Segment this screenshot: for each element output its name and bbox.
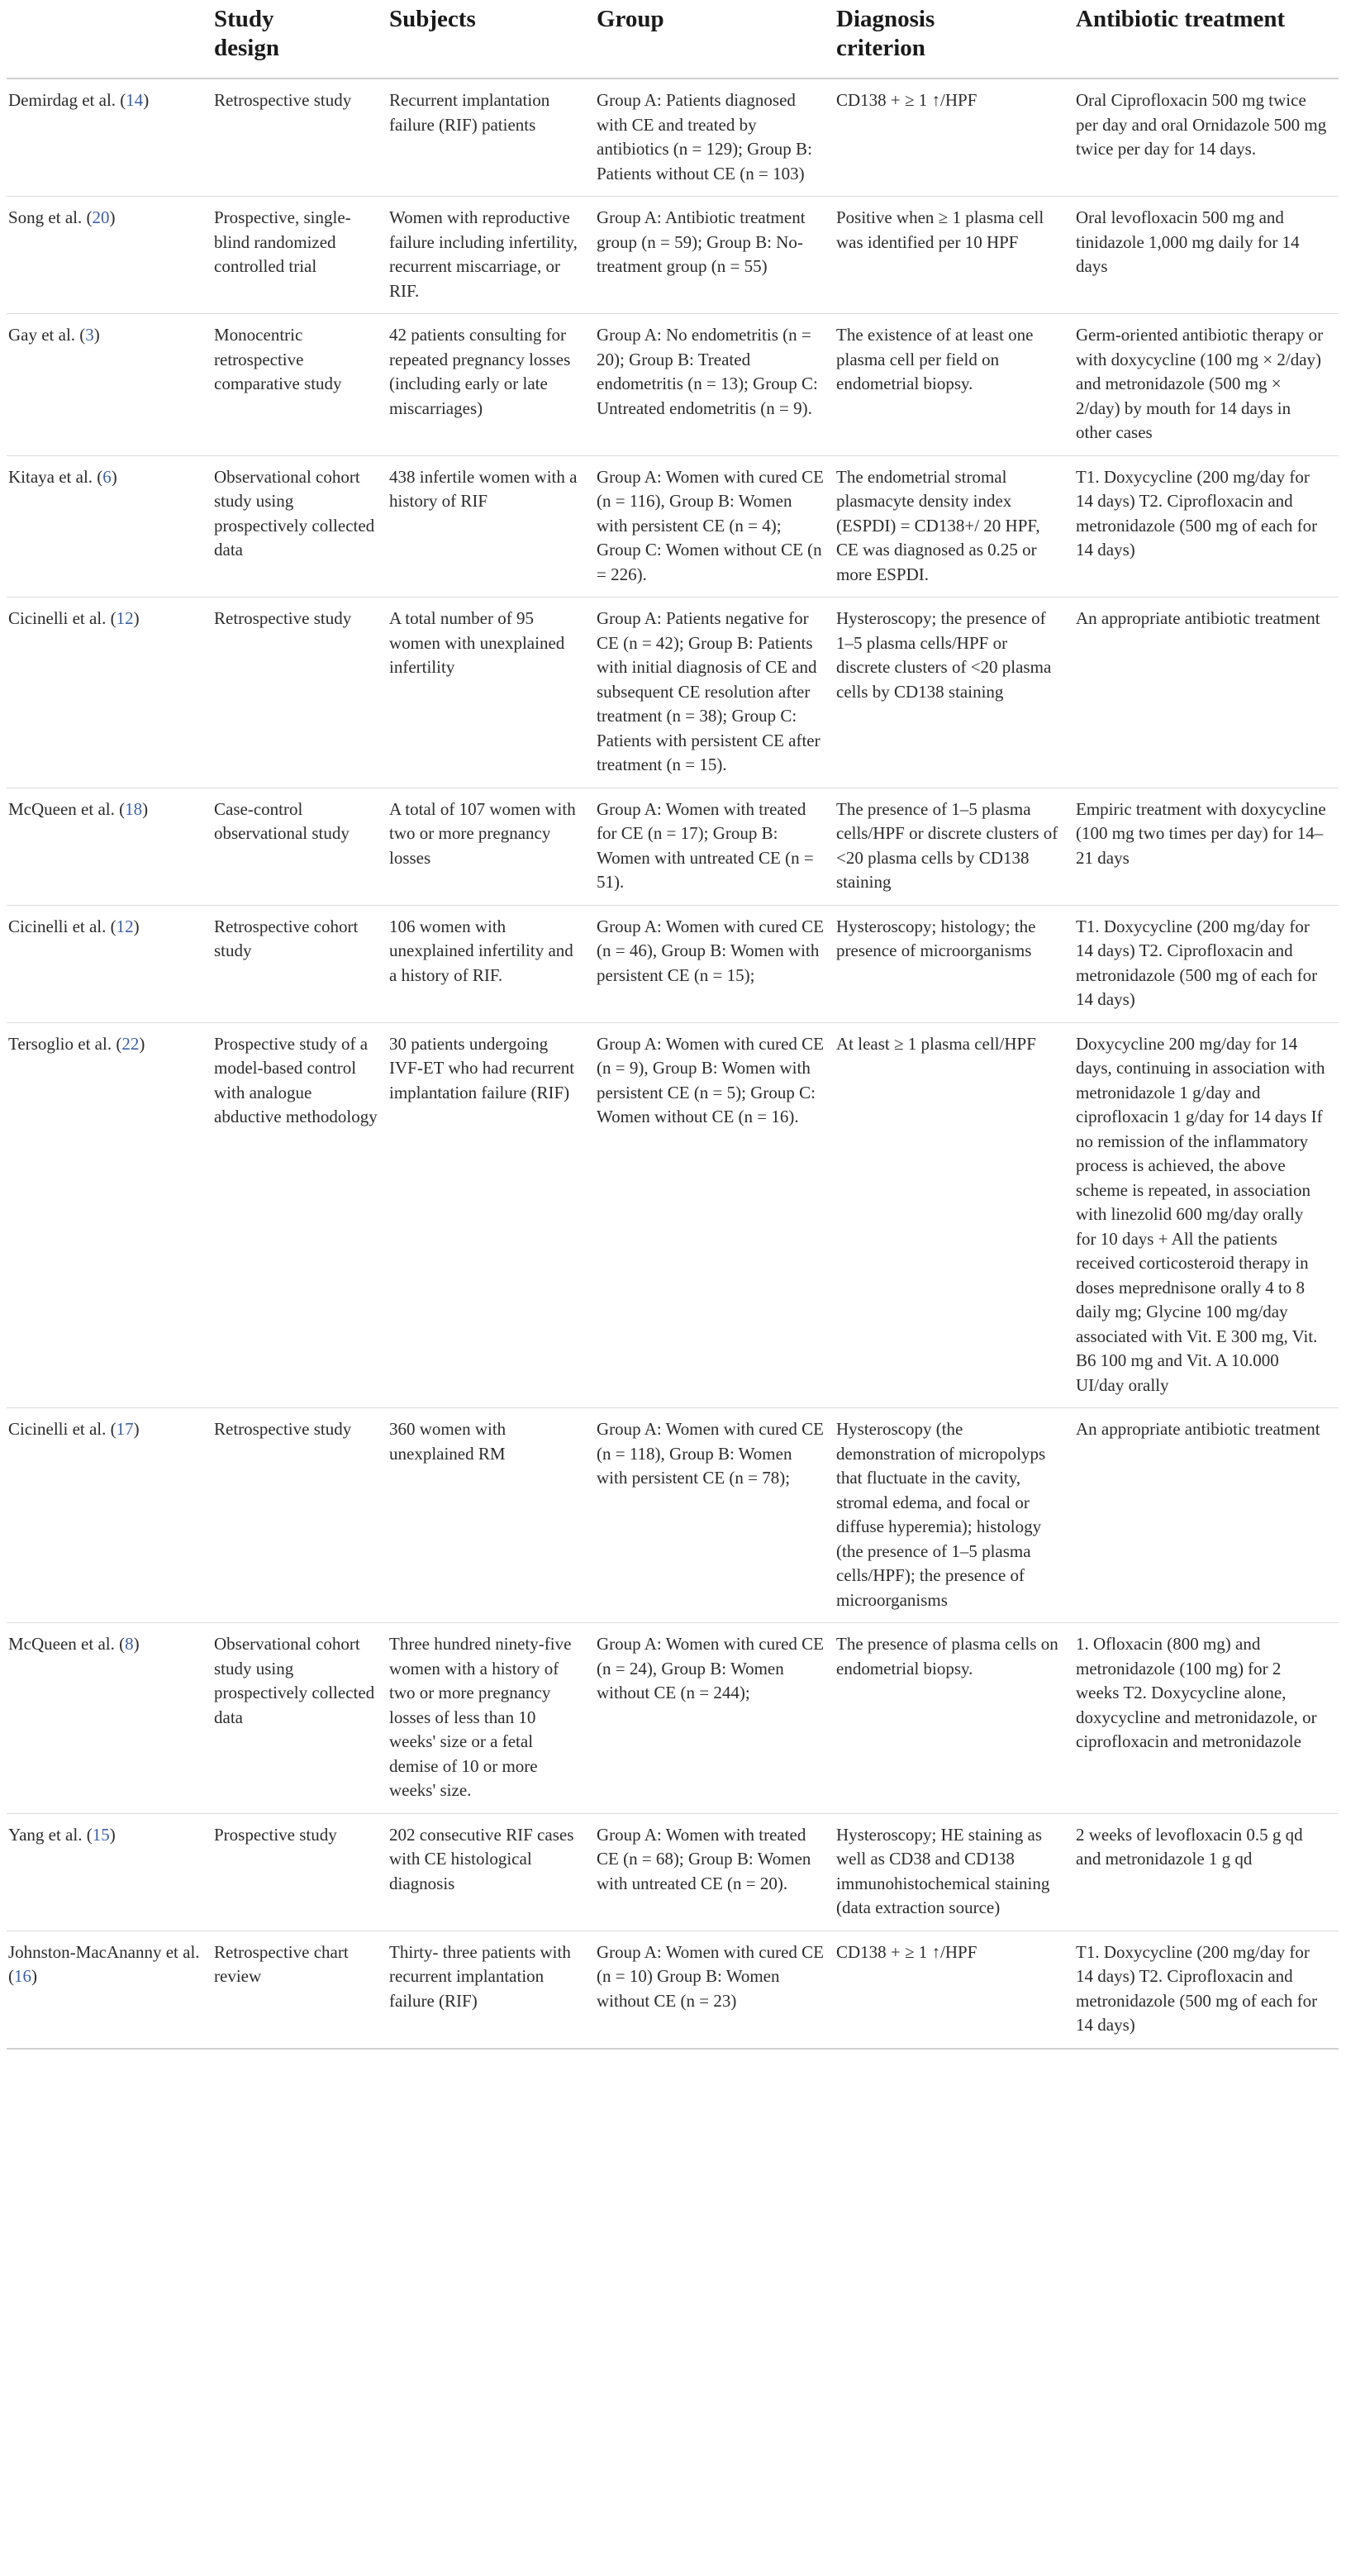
table-row	[7, 79, 1339, 197]
table-row	[7, 1813, 1339, 1931]
diagnosis-criterion-cell: Positive when ≥ 1 plasma cell was identified per 10 HPF	[836, 197, 1076, 314]
study-author-end: )	[142, 798, 149, 819]
study-author: Cicinelli et al. (	[8, 1419, 117, 1439]
study-cell	[7, 1813, 214, 1931]
table-row	[7, 788, 1339, 905]
study-design-cell: Retrospective study	[214, 1408, 389, 1623]
study-cell	[7, 455, 214, 598]
study-design-cell: Retrospective study	[214, 79, 389, 197]
header-group: Group	[597, 0, 836, 79]
group-cell: Group A: Women with cured CE (n = 24), Group B: Women without CE (n = 244);	[597, 1623, 836, 1814]
header-antibiotic-treatment: Antibiotic treatment	[1076, 0, 1339, 79]
subjects-cell: 202 consecutive RIF cases with CE histological diagnosis	[389, 1813, 597, 1931]
study-cell	[7, 1022, 214, 1408]
study-cell	[7, 79, 214, 197]
study-author-end: )	[143, 90, 150, 110]
group-cell: Group A: Women with cured CE (n = 116), Group B: Women with persistent CE (n = 4); Group C: Women without CE (n = 226).	[597, 455, 836, 598]
diagnosis-criterion-cell: At least ≥ 1 plasma cell/HPF	[836, 1022, 1076, 1408]
subjects-cell: Recurrent implantation failure (RIF) patients	[389, 79, 597, 197]
subjects-cell: 106 women with unexplained infertility and a history of RIF.	[389, 905, 597, 1022]
antibiotic-treatment-cell: Oral levofloxacin 500 mg and tinidazole 1,000 mg daily for 14 days	[1076, 197, 1339, 314]
study-cell	[7, 788, 214, 905]
study-design-cell: Monocentric retrospective comparative study	[214, 314, 389, 456]
antibiotic-treatment-cell: Doxycycline 200 mg/day for 14 days, continuing in association with metronidazole 1 g/day and ciprofloxacin 1 g/day for 14 days If no remission of the inflammatory process is achieved, the above scheme is repeated, in association with linezolid 600 mg/day orally for 10 days + All the patients received corticosteroid therapy in doses meprednisone orally 4 to 8 daily mg; Glycine 100 mg/day associated with Vit. E 300 mg, Vit. B6 100 mg and Vit. A 10.000 UI/day orally	[1076, 1022, 1339, 1408]
study-author-end: )	[109, 207, 116, 227]
study-design-cell: Prospective, single-blind randomized controlled trial	[214, 197, 389, 314]
group-cell: Group A: No endometritis (n = 20); Group B: Treated endometritis (n = 13); Group C: Untreated endometritis (n = 9).	[597, 314, 836, 456]
study-author: Demirdag et al. (	[8, 90, 126, 110]
study-design-cell: Retrospective cohort study	[214, 905, 389, 1022]
study-author: Gay et al. (	[8, 325, 86, 345]
table-header	[7, 0, 1339, 79]
subjects-cell: A total of 107 women with two or more pregnancy losses	[389, 788, 597, 905]
group-cell: Group A: Women with cured CE (n = 46), Group B: Women with persistent CE (n = 15);	[597, 905, 836, 1022]
diagnosis-criterion-cell: The presence of 1–5 plasma cells/HPF or discrete clusters of <20 plasma cells by CD138 staining	[836, 788, 1076, 905]
subjects-cell: Thirty- three patients with recurrent implantation failure (RIF)	[389, 1931, 597, 2049]
table-row	[7, 1623, 1339, 1814]
antibiotic-treatment-cell: An appropriate antibiotic treatment	[1076, 598, 1339, 788]
reference-link[interactable]: 6	[102, 466, 112, 487]
header-study	[7, 0, 214, 79]
diagnosis-criterion-cell: The presence of plasma cells on endometrial biopsy.	[836, 1623, 1076, 1814]
study-cell	[7, 598, 214, 788]
study-author: Johnston-MacAnanny et al. (	[8, 1941, 200, 1986]
study-cell	[7, 314, 214, 456]
table-row	[7, 197, 1339, 314]
study-author: McQueen et al. (	[8, 1634, 126, 1654]
group-cell: Group A: Women with treated for CE (n = 17); Group B: Women with untreated CE (n = 51).	[597, 788, 836, 905]
diagnosis-criterion-cell: Hysteroscopy; histology; the presence of microorganisms	[836, 905, 1076, 1022]
group-cell: Group A: Antibiotic treatment group (n = 59); Group B: No- treatment group (n = 55)	[597, 197, 836, 314]
reference-link[interactable]: 3	[85, 325, 94, 345]
table-row	[7, 314, 1339, 456]
reference-link[interactable]: 8	[125, 1634, 134, 1654]
table-row	[7, 1408, 1339, 1623]
study-author-end: )	[133, 608, 140, 628]
reference-link[interactable]: 18	[125, 798, 143, 819]
antibiotic-treatment-cell: T1. Doxycycline (200 mg/day for 14 days) T2. Ciprofloxacin and metronidazole (500 mg of each for 14 days)	[1076, 905, 1339, 1022]
table-body	[7, 79, 1339, 2049]
study-table	[7, 0, 1339, 2050]
reference-link[interactable]: 20	[92, 207, 110, 227]
diagnosis-criterion-cell: The existence of at least one plasma cell per field on endometrial biopsy.	[836, 314, 1076, 456]
study-cell	[7, 1408, 214, 1623]
study-author: Kitaya et al. (	[8, 466, 103, 487]
table-row	[7, 1022, 1339, 1408]
antibiotic-treatment-cell: 1. Ofloxacin (800 mg) and metronidazole (100 mg) for 2 weeks T2. Doxycycline alone, doxycycline and metronidazole, or ciprofloxacin and metronidazole	[1076, 1623, 1339, 1814]
study-design-cell: Prospective study of a model-based control with analogue abductive methodology	[214, 1022, 389, 1408]
group-cell: Group A: Women with cured CE (n = 9), Group B: Women with persistent CE (n = 5); Group C: Women without CE (n = 16).	[597, 1022, 836, 1408]
study-design-cell: Retrospective chart review	[214, 1931, 389, 2049]
study-cell	[7, 1623, 214, 1814]
antibiotic-treatment-cell: T1. Doxycycline (200 mg/day for 14 days) T2. Ciprofloxacin and metronidazole (500 mg of each for 14 days)	[1076, 1931, 1339, 2049]
antibiotic-treatment-cell: Germ-oriented antibiotic therapy or with doxycycline (100 mg × 2/day) and metronidazole (500 mg × 2/day) by mouth for 14 days in other cases	[1076, 314, 1339, 456]
reference-link[interactable]: 12	[116, 608, 134, 628]
study-cell	[7, 197, 214, 314]
study-author-end: )	[139, 1033, 145, 1054]
group-cell: Group A: Patients negative for CE (n = 42); Group B: Patients with initial diagnosis of CE and subsequent CE resolution after treatment (n = 38); Group C: Patients with persistent CE after treatment (n = 15).	[597, 598, 836, 788]
reference-link[interactable]: 16	[14, 1966, 31, 1986]
study-author-end: )	[93, 325, 100, 345]
study-author-end: )	[133, 1419, 140, 1439]
antibiotic-treatment-cell: T1. Doxycycline (200 mg/day for 14 days) T2. Ciprofloxacin and metronidazole (500 mg of each for 14 days)	[1076, 455, 1339, 598]
header-diagnosis-criterion: Diagnosis criterion	[836, 0, 1076, 79]
antibiotic-treatment-cell: An appropriate antibiotic treatment	[1076, 1408, 1339, 1623]
reference-link[interactable]: 22	[121, 1033, 140, 1054]
study-design-cell: Prospective study	[214, 1813, 389, 1931]
study-author-end: )	[111, 466, 117, 487]
header-study-design: Study design	[214, 0, 389, 79]
study-author-end: )	[133, 1634, 140, 1654]
reference-link[interactable]: 12	[116, 916, 134, 936]
study-author: Cicinelli et al. (	[8, 608, 117, 628]
study-cell	[7, 1931, 214, 2049]
antibiotic-treatment-cell: 2 weeks of levofloxacin 0.5 g qd and metronidazole 1 g qd	[1076, 1813, 1339, 1931]
subjects-cell: Women with reproductive failure including infertility, recurrent miscarriage, or RIF.	[389, 197, 597, 314]
study-author: Yang et al. (	[8, 1824, 93, 1845]
study-author-end: )	[31, 1966, 37, 1986]
reference-link[interactable]: 17	[116, 1419, 134, 1439]
study-author-end: )	[109, 1824, 116, 1845]
diagnosis-criterion-cell: Hysteroscopy; the presence of 1–5 plasma cells/HPF or discrete clusters of <20 plasma cells by CD138 staining	[836, 598, 1076, 788]
group-cell: Group A: Women with cured CE (n = 118), Group B: Women with persistent CE (n = 78);	[597, 1408, 836, 1623]
study-author: Song et al. (	[8, 207, 93, 227]
study-author: Tersoglio et al. (	[8, 1033, 122, 1054]
header-row	[7, 0, 1339, 79]
table-row	[7, 598, 1339, 788]
study-design-cell: Observational cohort study using prospectively collected data	[214, 455, 389, 598]
group-cell: Group A: Women with cured CE (n = 10) Group B: Women without CE (n = 23)	[597, 1931, 836, 2049]
subjects-cell: 438 infertile women with a history of RIF	[389, 455, 597, 598]
study-design-cell: Retrospective study	[214, 598, 389, 788]
subjects-cell: A total number of 95 women with unexplained infertility	[389, 598, 597, 788]
reference-link[interactable]: 15	[92, 1824, 110, 1845]
table-row	[7, 905, 1339, 1022]
subjects-cell: 30 patients undergoing IVF-ET who had recurrent implantation failure (RIF)	[389, 1022, 597, 1408]
antibiotic-treatment-cell: Empiric treatment with doxycycline (100 mg two times per day) for 14–21 days	[1076, 788, 1339, 905]
diagnosis-criterion-cell: CD138 + ≥ 1 ↑/HPF	[836, 79, 1076, 197]
study-author-end: )	[133, 916, 140, 936]
subjects-cell: 360 women with unexplained RM	[389, 1408, 597, 1623]
diagnosis-criterion-cell: Hysteroscopy (the demonstration of micropolyps that fluctuate in the cavity, stromal edema, and focal or diffuse hyperemia); histology (the presence of 1–5 plasma cells/HPF); the presence of microorganisms	[836, 1408, 1076, 1623]
group-cell: Group A: Women with treated CE (n = 68); Group B: Women with untreated CE (n = 20).	[597, 1813, 836, 1931]
study-author: McQueen et al. (	[8, 798, 126, 819]
subjects-cell: Three hundred ninety-five women with a history of two or more pregnancy losses of less than 10 weeks' size or a fetal demise of 10 or more weeks' size.	[389, 1623, 597, 1814]
diagnosis-criterion-cell: CD138 + ≥ 1 ↑/HPF	[836, 1931, 1076, 2049]
study-design-cell: Case-control observational study	[214, 788, 389, 905]
study-author: Cicinelli et al. (	[8, 916, 117, 936]
diagnosis-criterion-cell: Hysteroscopy; HE staining as well as CD38 and CD138 immunohistochemical staining (data extraction source)	[836, 1813, 1076, 1931]
header-subjects: Subjects	[389, 0, 597, 79]
diagnosis-criterion-cell: The endometrial stromal plasmacyte density index (ESPDI) = CD138+/ 20 HPF, CE was diagnosed as 0.25 or more ESPDI.	[836, 455, 1076, 598]
study-design-cell: Observational cohort study using prospectively collected data	[214, 1623, 389, 1814]
group-cell: Group A: Patients diagnosed with CE and treated by antibiotics (n = 129); Group B: Patients without CE (n = 103)	[597, 79, 836, 197]
table-row	[7, 455, 1339, 598]
study-cell	[7, 905, 214, 1022]
antibiotic-treatment-cell: Oral Ciprofloxacin 500 mg twice per day and oral Ornidazole 500 mg twice per day for 14 days.	[1076, 79, 1339, 197]
reference-link[interactable]: 14	[126, 90, 144, 110]
subjects-cell: 42 patients consulting for repeated pregnancy losses (including early or late miscarriages)	[389, 314, 597, 456]
table-row	[7, 1931, 1339, 2049]
